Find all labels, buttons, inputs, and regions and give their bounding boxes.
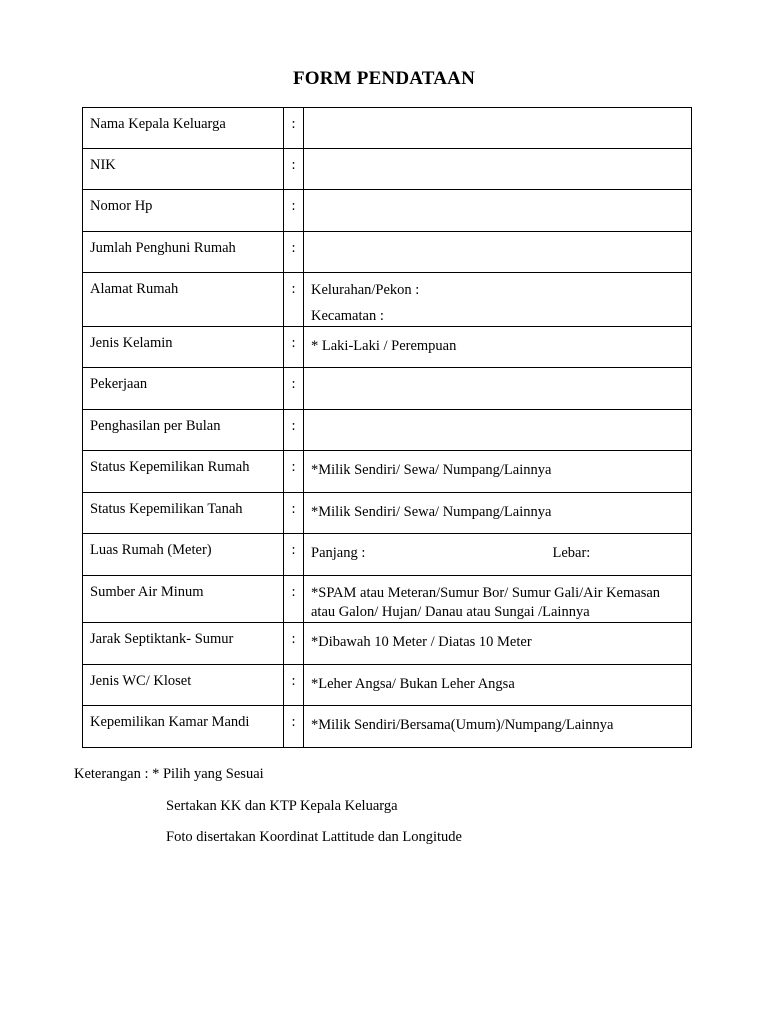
table-row	[83, 190, 692, 232]
field-value[interactable]: *Milik Sendiri/ Sewa/ Numpang/Lainnya	[304, 451, 692, 493]
table-row	[83, 368, 692, 410]
table-row	[83, 706, 692, 748]
field-label: Jumlah Penghuni Rumah	[83, 232, 284, 273]
table-row	[83, 149, 692, 190]
colon: :	[284, 368, 304, 410]
colon: :	[284, 451, 304, 493]
field-value[interactable]	[304, 368, 692, 410]
table-row	[83, 534, 692, 576]
field-label: Penghasilan per Bulan	[83, 410, 284, 451]
colon: :	[284, 623, 304, 665]
field-label: Sumber Air Minum	[83, 576, 284, 623]
table-row	[83, 623, 692, 665]
form-title: FORM PENDATAAN	[292, 68, 476, 89]
field-value[interactable]	[304, 190, 692, 232]
field-label: Nomor Hp	[83, 190, 284, 232]
field-value[interactable]	[304, 410, 692, 451]
table-row	[83, 273, 692, 327]
lebar-label: Lebar:	[552, 545, 591, 561]
field-value[interactable]: *Milik Sendiri/Bersama(Umum)/Numpang/Lainnya	[304, 706, 692, 748]
table-row	[83, 665, 692, 706]
field-label: Status Kepemilikan Rumah	[83, 451, 284, 493]
field-label: Luas Rumah (Meter)	[83, 534, 284, 576]
field-value[interactable]	[304, 108, 692, 149]
table-row	[83, 232, 692, 273]
table-row	[83, 493, 692, 534]
field-label: Jenis WC/ Kloset	[83, 665, 284, 706]
colon: :	[284, 149, 304, 190]
field-label: Kepemilikan Kamar Mandi	[83, 706, 284, 748]
field-value[interactable]	[304, 273, 692, 327]
colon: :	[284, 493, 304, 534]
colon: :	[284, 706, 304, 748]
field-label: Status Kepemilikan Tanah	[83, 493, 284, 534]
colon: :	[284, 232, 304, 273]
colon: :	[284, 665, 304, 706]
field-value[interactable]: *Dibawah 10 Meter / Diatas 10 Meter	[304, 623, 692, 665]
colon: :	[284, 576, 304, 623]
colon: :	[284, 534, 304, 576]
field-label: Jenis Kelamin	[83, 327, 284, 368]
colon: :	[284, 273, 304, 327]
data-form-table	[82, 107, 692, 748]
note-keterangan: Keterangan : * Pilih yang Sesuai	[74, 766, 264, 782]
field-value[interactable]	[304, 232, 692, 273]
field-label: Nama Kepala Keluarga	[83, 108, 284, 149]
water-source-options-line1: *SPAM atau Meteran/Sumur Bor/ Sumur Gali/Air Kemasan	[311, 585, 661, 601]
field-value[interactable]: * Laki-Laki / Perempuan	[304, 327, 692, 368]
water-source-options-line2: atau Galon/ Hujan/ Danau atau Sungai /Lainnya	[311, 604, 590, 620]
field-value[interactable]	[304, 576, 692, 623]
field-label: Alamat Rumah	[83, 273, 284, 327]
table-row	[83, 108, 692, 149]
kelurahan-label: Kelurahan/Pekon :	[311, 282, 420, 298]
field-value[interactable]	[304, 534, 692, 576]
panjang-label: Panjang :	[311, 545, 366, 561]
kecamatan-label: Kecamatan :	[311, 308, 384, 324]
note-foto-koordinat: Foto disertakan Koordinat Lattitude dan Longitude	[166, 829, 462, 845]
table-row	[83, 327, 692, 368]
colon: :	[284, 327, 304, 368]
field-label: Jarak Septiktank- Sumur	[83, 623, 284, 665]
colon: :	[284, 190, 304, 232]
field-value[interactable]	[304, 149, 692, 190]
field-label: NIK	[83, 149, 284, 190]
colon: :	[284, 108, 304, 149]
note-kk-ktp: Sertakan KK dan KTP Kepala Keluarga	[166, 797, 398, 814]
field-value[interactable]: *Leher Angsa/ Bukan Leher Angsa	[304, 665, 692, 706]
notes-section	[74, 766, 462, 861]
table-row	[83, 576, 692, 623]
table-row	[83, 451, 692, 493]
colon: :	[284, 410, 304, 451]
field-label: Pekerjaan	[83, 368, 284, 410]
table-row	[83, 410, 692, 451]
field-value[interactable]: *Milik Sendiri/ Sewa/ Numpang/Lainnya	[304, 493, 692, 534]
